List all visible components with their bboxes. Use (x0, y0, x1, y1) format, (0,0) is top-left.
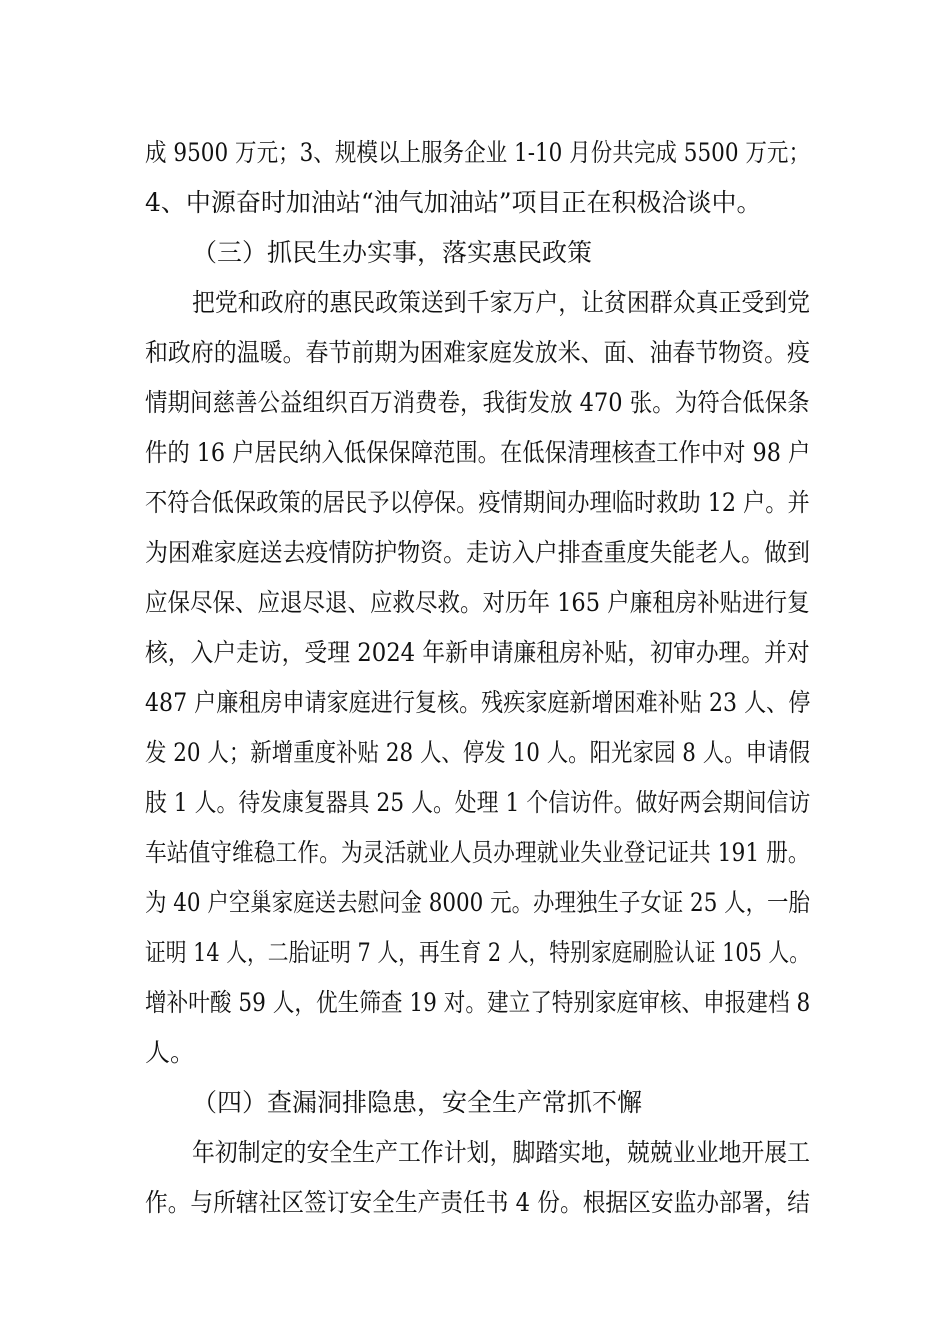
paragraph-first-line: 把党和政府的惠民政策送到千家万户，让贫困群众真正受到党 (192, 288, 811, 317)
section-heading: （四）查漏洞排隐患，安全生产常抓不懈 (192, 1088, 643, 1117)
paragraph-first-line: 年初制定的安全生产工作计划，脚踏实地，兢兢业业地开展工 (192, 1138, 811, 1167)
text-line: 人。 (145, 1038, 196, 1067)
text-line: 情期间慈善公益组织百万消费卷，我街发放 470 张。为符合低保条 (145, 388, 810, 417)
text-line: 4、中源奋时加油站“油气加油站”项目正在积极洽谈中。 (145, 188, 762, 217)
text-line: 件的 16 户居民纳入低保保障范围。在低保清理核查工作中对 98 户 (145, 438, 811, 467)
text-line: 核，入户走访，受理 2024 年新申请廉租房补贴，初审办理。并对 (145, 638, 810, 667)
text-line: 为 40 户空巢家庭送去慰问金 8000 元。办理独生子女证 25 人，一胎 (145, 888, 810, 917)
text-line: 肢 1 人。待发康复器具 25 人。处理 1 个信访件。做好两会期间信访 (145, 788, 811, 817)
text-line: 应保尽保、应退尽退、应救尽救。对历年 165 户廉租房补贴进行复 (145, 588, 810, 617)
text-line: 证明 14 人，二胎证明 7 人，再生育 2 人，特别家庭刷脸认证 105 人。 (145, 938, 810, 967)
text-line: 不符合低保政策的居民予以停保。疫情期间办理临时救助 12 户。并 (145, 488, 810, 517)
section-heading: （三）抓民生办实事，落实惠民政策 (192, 238, 593, 267)
text-line: 成 9500 万元；3、规模以上服务企业 1-10 月份共完成 5500 万元； (145, 138, 811, 167)
text-line: 车站值守维稳工作。为灵活就业人员办理就业失业登记证共 191 册。 (145, 838, 810, 867)
text-line: 增补叶酸 59 人，优生筛查 19 对。建立了特别家庭审核、申报建档 8 (145, 988, 811, 1017)
text-line: 发 20 人；新增重度补贴 28 人、停发 10 人。阳光家园 8 人。申请假 (145, 738, 810, 767)
text-line: 487 户廉租房申请家庭进行复核。残疾家庭新增困难补贴 23 人、停 (145, 688, 811, 717)
text-line: 为困难家庭送去疫情防护物资。走访入户排查重度失能老人。做到 (145, 538, 810, 567)
text-line: 作。与所辖社区签订安全生产责任书 4 份。根据区安监办部署，结 (145, 1188, 810, 1217)
text-line: 和政府的温暖。春节前期为困难家庭发放米、面、油春节物资。疫 (145, 338, 810, 367)
